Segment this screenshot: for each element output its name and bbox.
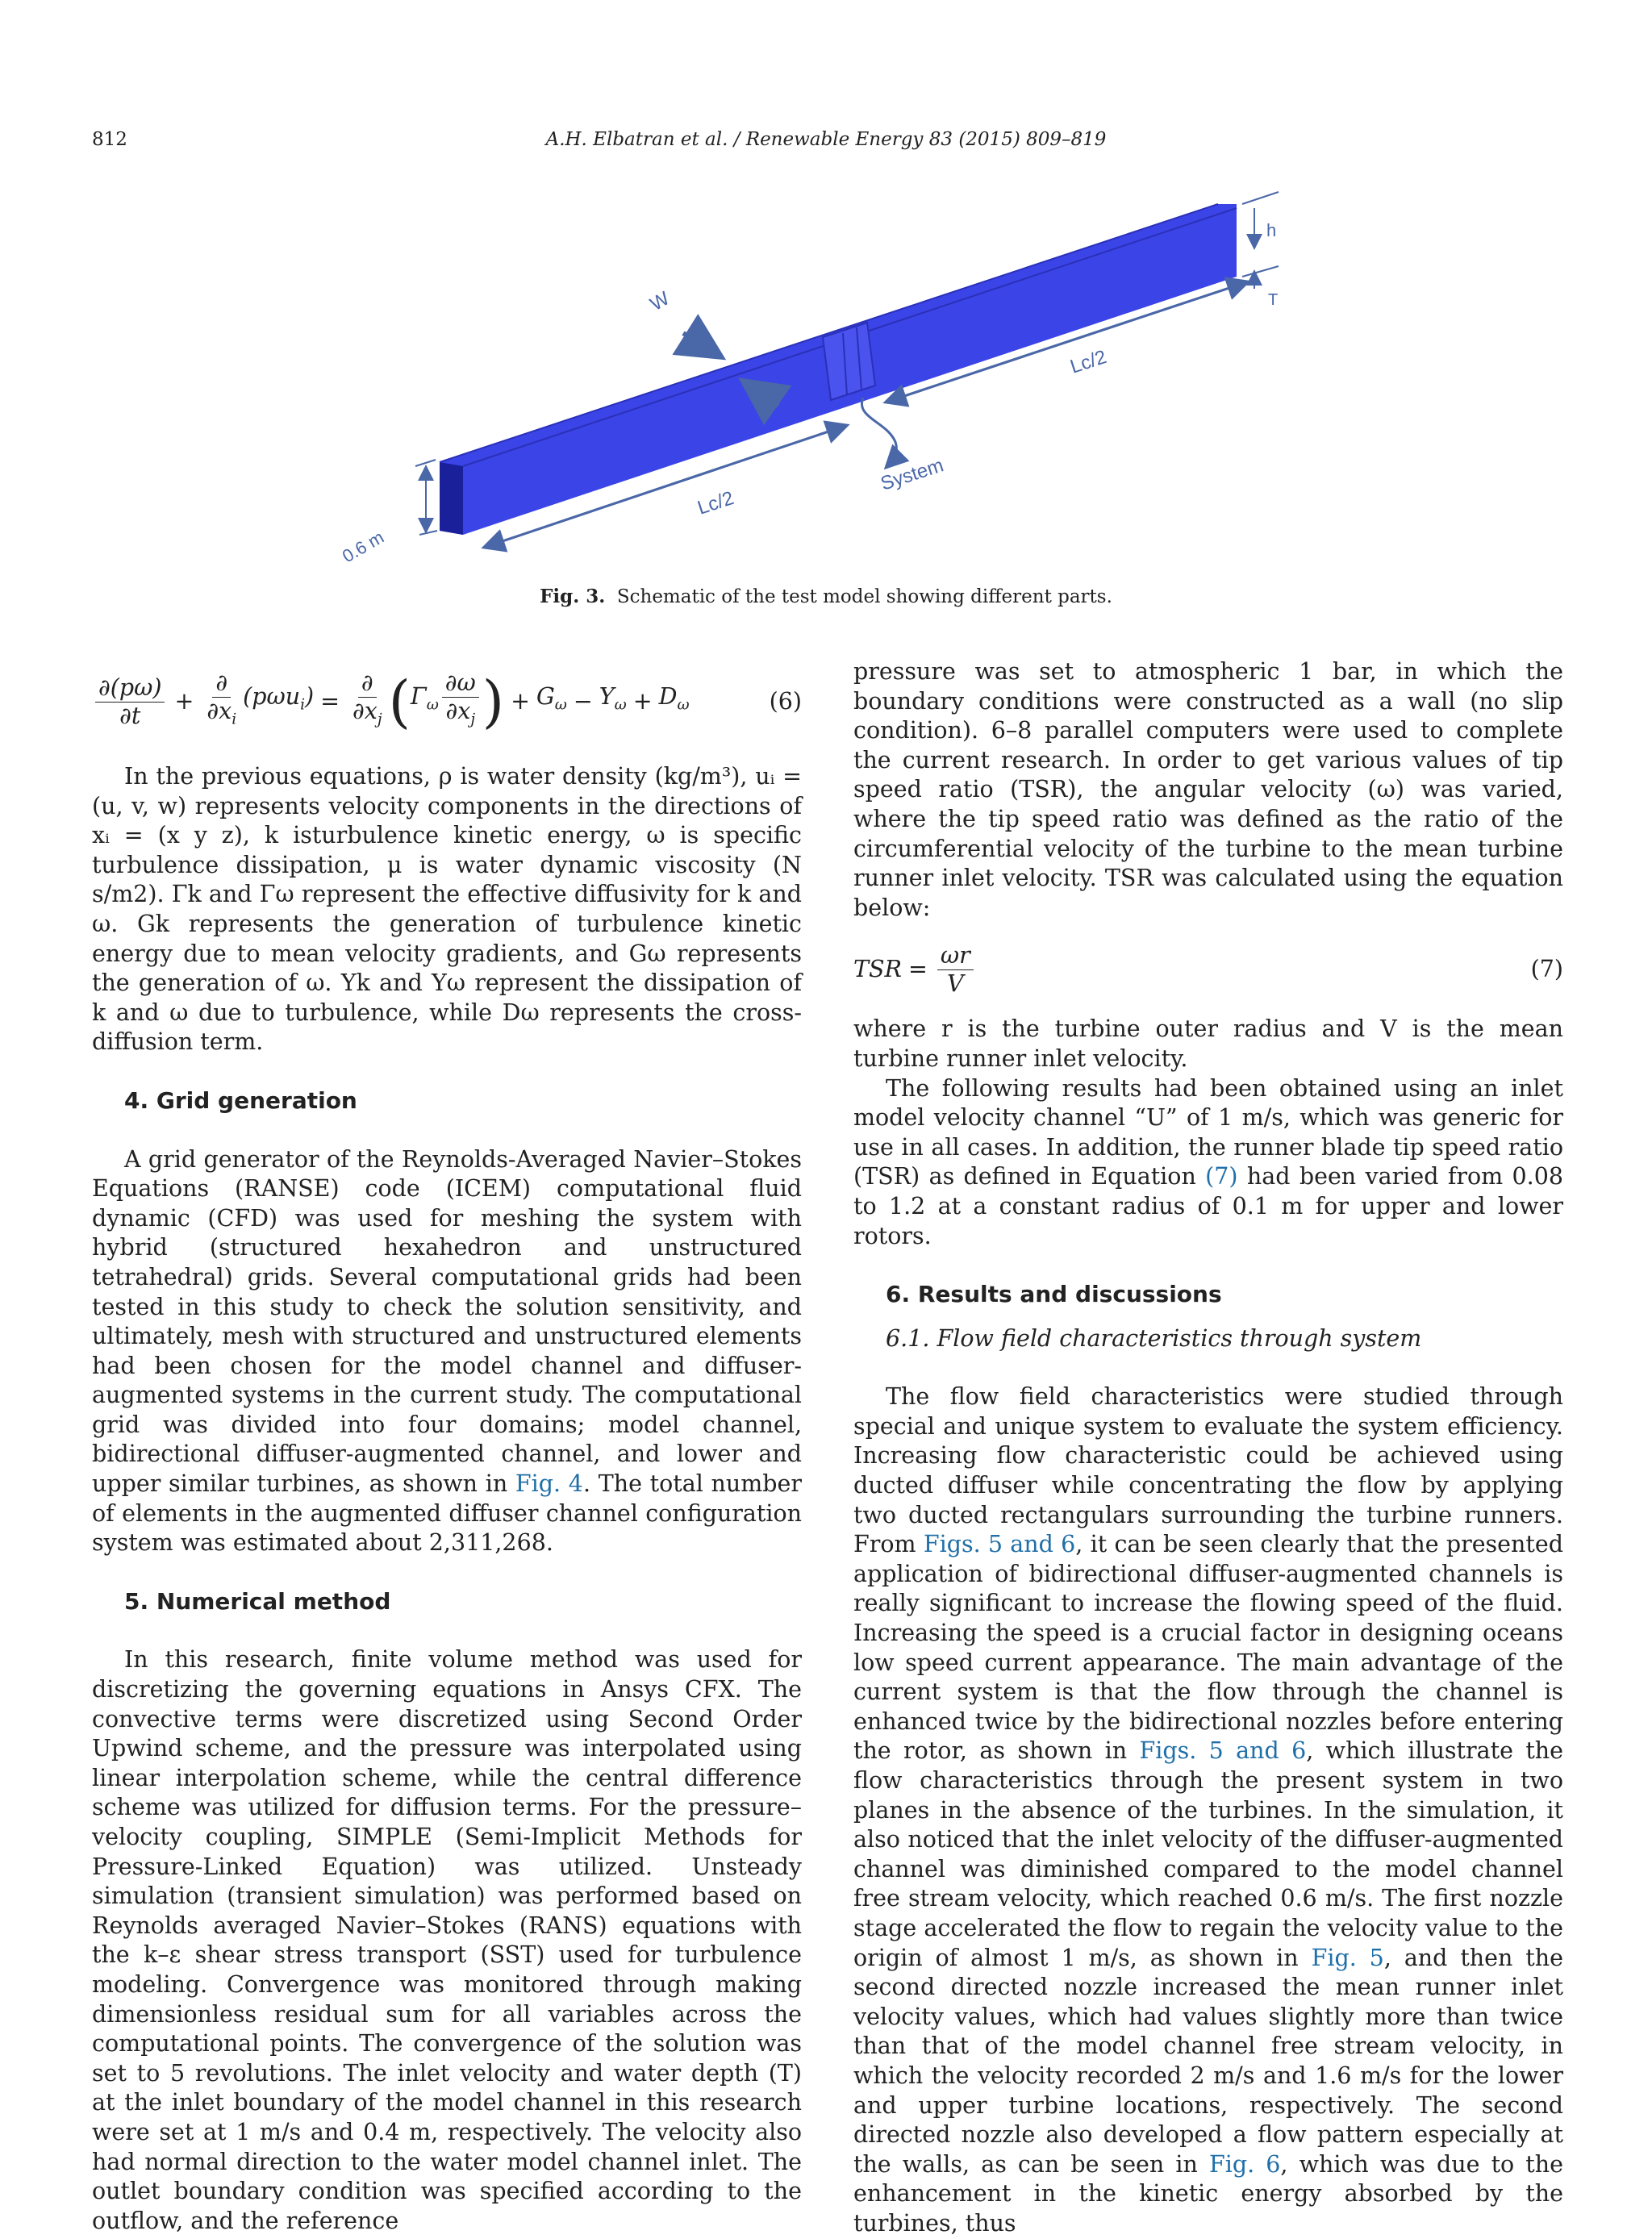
left-column [92, 657, 802, 2236]
section-heading: 4. Grid generation [124, 1086, 357, 1114]
diffuser-section [823, 323, 875, 400]
equation-6-number: (6) [769, 687, 802, 715]
fig-6-link[interactable]: Fig. 6 [1208, 2150, 1281, 2178]
section-heading: 6. Results and discussions [886, 1281, 1222, 1308]
right-column [853, 657, 1563, 2239]
figs-5-6-link[interactable]: Figs. 5 and 6 [1139, 1737, 1307, 1765]
label-lc2-left: Lc/2 [695, 487, 737, 519]
paragraph: The following results had been obtained using an inlet model velocity channel “U” of 1 m/s, which was generic for use in all cases. In addition, the runner blade tip speed ratio (TSR) as defined in Equation (7) had been varied from 0.08 to 1.2 at a constant radius of 0.1 m for upper and lower rotors. [853, 1074, 1563, 1249]
channel-end-cap [440, 462, 463, 535]
paragraph: A grid generator of the Reynolds-Averaged Navier–Stokes Equations (RANSE) code (ICEM) computational fluid dynamic (CFD) was used for meshing the system with hybrid (structured hexahedron and unstructured tetrahedral) grids. Several computational grids had been tested in this study to check the solution sensitivity, and ultimately, mesh with structured and unstructured elements had been chosen for the model channel and diffuser-augmented systems in the current study. The computational grid was divided into four domains; model channel, bidirectional diffuser-augmented channel, and lower and upper similar turbines, as shown in Fig. 4. The total number of elements in the augmented diffuser channel configuration system was estimated about 2,311,268. [92, 1145, 803, 1557]
equation-7-link[interactable]: (7) [1205, 1163, 1238, 1190]
paragraph: pressure was set to atmospheric 1 bar, in which the boundary conditions were constructed as a wall (no slip condition). 6–8 parallel computers were used to complete the current research. In order to get various values of tip speed ratio (TSR), the angular velocity (ω) was varied, where the tip speed ratio was defined as the ratio of the circumferential velocity of the turbine to the mean turbine runner inlet velocity. TSR was calculated using the equation below: [853, 658, 1563, 921]
label-system: System [878, 454, 946, 495]
fig-5-link[interactable]: Fig. 5 [1311, 1944, 1384, 1971]
equation-7-number: (7) [1530, 956, 1563, 983]
test-model-schematic [307, 176, 1355, 571]
label-h: h [1266, 220, 1277, 240]
label-w: W [646, 287, 674, 316]
equation-6: $\frac{\partial(p\omega)}{\partial t}$ + $\frac{\partial}{\partial x_i}$ (pωu$_i$) = $\frac{\partial}{\partial x_j}$ ( $\Gamma_\omega$ $\frac{\partial\omega}{\partial x_j}$ ) + $G_\omega$ − $Y_\omega$ + $D_\omega$ (6) [92, 657, 802, 746]
paragraph: In the previous equations, ρ is water density (kg/m³), uᵢ = (u, v, w) represents velocity components in the directions of xᵢ = (x y z), k isturbulence kinetic energy, ω is specific turbulence dissipation, μ is water dynamic viscosity (N s/m2). Γk and Γω represent the effective diffusivity for k and ω. Gk represents the generation of turbulence kinetic energy due to mean velocity gradients, and Gω represents the generation of ω. Yk and Yω represent the dissipation of k and ω due to turbulence, while Dω represents the cross-diffusion term. [92, 763, 802, 1056]
paragraph: where r is the turbine outer radius and V is the mean turbine runner inlet velocity. [853, 1015, 1563, 1072]
journal-header: A.H. Elbatran et al. / Renewable Energy 83 (2015) 809–819 [545, 129, 1107, 150]
subsection-heading: 6.1. Flow field characteristics through system [886, 1324, 1422, 1352]
paragraph: The flow field characteristics were studied through special and unique system to evaluate the system efficiency. Increasing flow characteristic could be achieved using ducted diffuser while concentrating the flow by applying two ducted rectangulars surrounding the turbine runners. From Figs. 5 and 6, it can be seen clearly that the presented application of bidirectional diffuser-augmented channels is really significant to increase the flowing speed of the fluid. Increasing the speed is a crucial factor in designing oceans low speed current appearance. The main advantage of the current system is that the flow through the channel is enhanced twice by the bidirectional nozzles before entering the rotor, as shown in Figs. 5 and 6, which illustrate the flow characteristics through the present system in two planes in the absence of the turbines. In the simulation, it also noticed that the inlet velocity of the diffuser-augmented channel was diminished compared to the model channel free stream velocity, which reached 0.6 m/s. The first nozzle stage accelerated the flow to regain the velocity value to the origin of almost 1 m/s, as shown in Fig. 5, and then the second directed nozzle increased the mean runner inlet velocity values, which had values slightly more than twice than that of the model channel free stream velocity, in which the velocity recorded 2 m/s and 1.6 m/s for the lower and upper turbine locations, respectively. The second directed nozzle also developed a flow pattern especially at the walls, as can be seen in Fig. 6, which was due to the enhancement in the kinetic energy absorbed by the turbines, thus [853, 1383, 1563, 2237]
fig-4-link[interactable]: Fig. 4 [515, 1470, 583, 1498]
label-t: T [1268, 291, 1279, 309]
paragraph: In this research, finite volume method was used for discretizing the governing equations in Ansys CFX. The convective terms were discretized using Second Order Upwind scheme, and the pressure was interpolated using linear interpolation scheme, while the central difference scheme was utilized for diffusion terms. For the pressure–velocity coupling, SIMPLE (Semi-Implicit Methods for Pressure-Linked Equation) was utilized. Unsteady simulation (transient simulation) was performed based on Reynolds averaged Navier–Stokes (RANS) equations with the k–ε shear stress transport (SST) used for turbulence modeling. Convergence was monitored through making dimensionless residual sum for all variables across the computational points. The convergence of the solution was set to 5 revolutions. The inlet velocity and water depth (T) at the inlet boundary of the model channel in this research were set at 1 m/s and 0.4 m, respectively. The velocity also had normal direction to the water model channel inlet. The outlet boundary condition was specified according to the outflow, and the reference [92, 1646, 802, 2234]
page-number: 812 [92, 129, 127, 150]
section-heading: 5. Numerical method [124, 1587, 391, 1615]
figs-5-6-link[interactable]: Figs. 5 and 6 [923, 1531, 1076, 1558]
figure-caption [0, 586, 1652, 607]
label-width: 0.6 m [339, 527, 388, 567]
figure-caption-text: Schematic of the test model showing different parts. [616, 586, 1112, 607]
equation-7: TSR = $\frac{\omega r}{V}$ (7) [853, 931, 1563, 1008]
figure-caption-label: Fig. 3. [540, 586, 606, 607]
label-lc2-right: Lc/2 [1067, 346, 1110, 378]
